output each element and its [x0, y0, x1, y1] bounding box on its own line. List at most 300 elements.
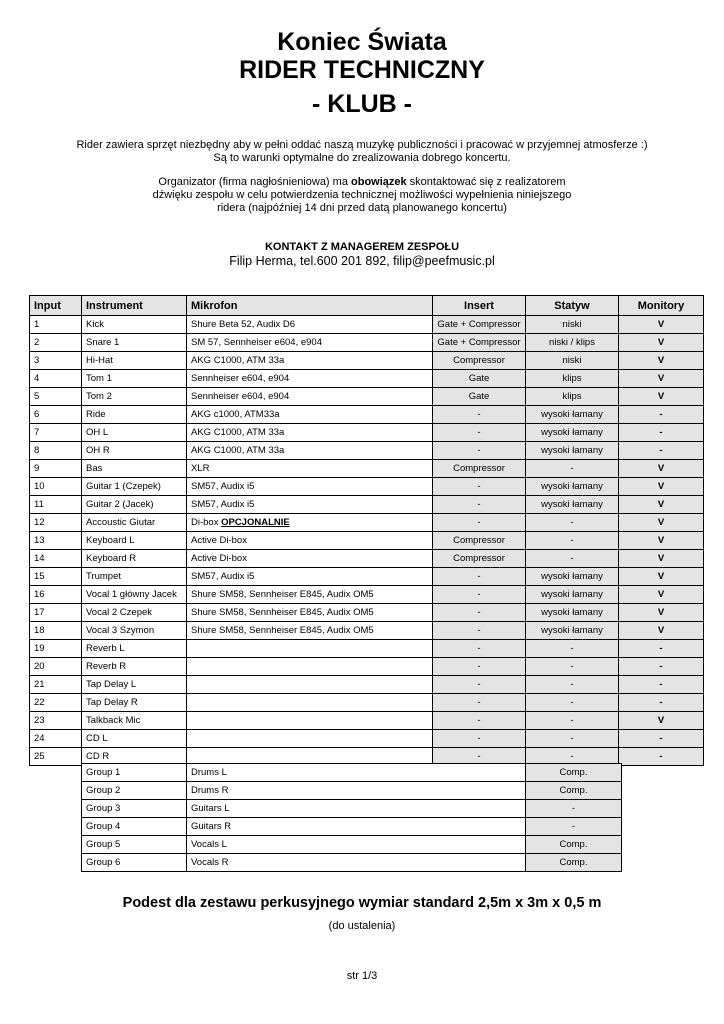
cell-monitors: [619, 442, 704, 460]
cell-input-text: 14: [34, 553, 45, 564]
cell-monitors-text: V: [657, 355, 665, 366]
cell-instrument: [82, 370, 187, 388]
cell-stand: [526, 658, 619, 676]
cell-monitors: [619, 550, 704, 568]
cell-stand: [526, 550, 619, 568]
cell-microphone: [187, 478, 433, 496]
intro-paragraph: [0, 139, 724, 165]
group-name: Group 2: [82, 782, 187, 800]
cell-insert: [433, 532, 526, 550]
cell-monitors-text: V: [657, 517, 665, 528]
cell-monitors: [619, 460, 704, 478]
cell-stand: [526, 640, 619, 658]
cell-input-text: 3: [34, 355, 40, 366]
cell-monitors: [619, 478, 704, 496]
cell-insert-text: Gate + Compressor: [437, 319, 521, 330]
table-row: [30, 496, 704, 514]
cell-monitors: [619, 622, 704, 640]
cell-insert: [433, 460, 526, 478]
cell-monitors-text: V: [657, 373, 665, 384]
cell-instrument-text: OH R: [86, 445, 110, 456]
cell-stand: [526, 316, 619, 334]
cell-monitors: [619, 388, 704, 406]
cell-microphone: [187, 586, 433, 604]
cell-insert-text: Compressor: [453, 355, 505, 366]
cell-insert-text: Compressor: [453, 553, 505, 564]
cell-instrument-text: Guitar 1 (Czepek): [86, 481, 161, 492]
group-table: [81, 763, 622, 872]
cell-instrument: [82, 478, 187, 496]
cell-stand: [526, 712, 619, 730]
cell-instrument: [82, 424, 187, 442]
cell-insert-text: -: [477, 697, 481, 708]
table-row: [30, 370, 704, 388]
cell-monitors-text: V: [657, 625, 665, 636]
cell-stand-text: wysoki łamany: [541, 409, 603, 420]
header-stand: Statyw: [526, 296, 619, 316]
organizer-line-2: dźwięku zespołu w celu potwierdzenia technicznej możliwości wypełnienia niniejszego: [152, 189, 572, 201]
group-insert: Comp.: [526, 782, 622, 800]
cell-input: [30, 586, 82, 604]
cell-monitors: [619, 712, 704, 730]
cell-insert-text: -: [477, 715, 481, 726]
table-row: [30, 334, 704, 352]
cell-input: [30, 478, 82, 496]
cell-monitors: [619, 316, 704, 334]
group-mix: Guitars L: [187, 800, 526, 818]
cell-microphone: [187, 694, 433, 712]
cell-insert: [433, 514, 526, 532]
cell-monitors-text: V: [657, 607, 665, 618]
cell-input: [30, 442, 82, 460]
cell-stand: [526, 676, 619, 694]
cell-monitors-text: V: [657, 553, 665, 564]
cell-microphone-text: SM57, Audix i5: [191, 571, 255, 582]
cell-instrument: [82, 442, 187, 460]
cell-input-text: 9: [34, 463, 40, 474]
cell-instrument: [82, 712, 187, 730]
cell-microphone: [187, 640, 433, 658]
cell-insert: [433, 586, 526, 604]
cell-microphone-text: Shure SM58, Sennheiser E845, Audix OM5: [191, 589, 374, 600]
cell-input-text: 19: [34, 643, 45, 654]
intro-line-2: Są to warunki optymalne do zrealizowania dobrego koncertu.: [213, 152, 511, 164]
cell-input-text: 12: [34, 517, 45, 528]
cell-insert: [433, 694, 526, 712]
table-row: [30, 676, 704, 694]
cell-monitors-text: V: [657, 391, 665, 402]
cell-input: [30, 388, 82, 406]
cell-monitors-text: -: [659, 679, 663, 690]
intro-line-1: Rider zawiera sprzęt niezbędny aby w pełni oddać naszą muzykę publiczności i pracować w przyjemnej atmosferze :): [76, 139, 648, 151]
cell-insert: [433, 442, 526, 460]
cell-microphone-text: Active Di-box: [191, 535, 247, 546]
cell-insert: [433, 316, 526, 334]
table-row: [30, 460, 704, 478]
table-row: [30, 568, 704, 586]
cell-stand-text: niski: [562, 355, 582, 366]
cell-insert-text: -: [477, 625, 481, 636]
cell-monitors-text: V: [657, 499, 665, 510]
cell-microphone: [187, 730, 433, 748]
cell-input-text: 16: [34, 589, 45, 600]
cell-instrument-text: Accoustic Giutar: [86, 517, 156, 528]
cell-microphone-text: Sennheiser e604, e904: [191, 373, 290, 384]
table-row: [30, 586, 704, 604]
cell-monitors: [619, 424, 704, 442]
cell-microphone-text: SM57, Audix i5: [191, 499, 255, 510]
table-row: [30, 604, 704, 622]
cell-microphone: [187, 514, 433, 532]
cell-input-text: 11: [34, 499, 44, 510]
cell-stand-text: -: [570, 715, 574, 726]
cell-stand-text: wysoki łamany: [541, 445, 603, 456]
cell-instrument: [82, 532, 187, 550]
cell-input-text: 1: [34, 319, 40, 330]
table-row: [30, 658, 704, 676]
table-row: [30, 640, 704, 658]
cell-instrument-text: Kick: [86, 319, 104, 330]
cell-stand: [526, 730, 619, 748]
cell-insert: [433, 550, 526, 568]
cell-microphone: [187, 622, 433, 640]
group-insert: Comp.: [526, 854, 622, 872]
cell-input-text: 22: [34, 697, 45, 708]
cell-microphone-text: Shure SM58, Sennheiser E845, Audix OM5: [191, 607, 374, 618]
cell-insert: [433, 370, 526, 388]
table-row: [30, 532, 704, 550]
cell-instrument: [82, 514, 187, 532]
table-row: [30, 388, 704, 406]
cell-monitors: [619, 514, 704, 532]
cell-monitors-text: V: [657, 319, 665, 330]
cell-monitors: [619, 370, 704, 388]
cell-input-text: 8: [34, 445, 40, 456]
organizer-line-1: [0, 176, 724, 189]
cell-instrument-text: Snare 1: [86, 337, 120, 348]
cell-instrument: [82, 676, 187, 694]
cell-input: [30, 604, 82, 622]
cell-insert-text: Gate: [468, 373, 490, 384]
cell-microphone: [187, 316, 433, 334]
cell-instrument-text: Reverb L: [86, 643, 125, 654]
cell-insert: [433, 730, 526, 748]
cell-instrument-text: Tap Delay L: [86, 679, 137, 690]
cell-monitors: [619, 604, 704, 622]
cell-monitors: [619, 352, 704, 370]
cell-input-text: 10: [34, 481, 45, 492]
group-name: Group 3: [82, 800, 187, 818]
table-row: [30, 424, 704, 442]
cell-insert-text: -: [477, 589, 481, 600]
cell-microphone: [187, 460, 433, 478]
cell-stand: [526, 406, 619, 424]
cell-input-text: 21: [34, 679, 45, 690]
cell-stand-text: niski / klips: [549, 337, 595, 348]
group-mix: Drums L: [187, 764, 526, 782]
cell-insert-text: -: [477, 679, 481, 690]
cell-input: [30, 370, 82, 388]
cell-input-text: 6: [34, 409, 40, 420]
cell-stand-text: wysoki łamany: [541, 625, 603, 636]
cell-instrument: [82, 730, 187, 748]
cell-insert: [433, 676, 526, 694]
cell-monitors: [619, 658, 704, 676]
cell-instrument-text: Vocal 3 Szymon: [86, 625, 155, 636]
cell-stand-text: -: [570, 679, 574, 690]
cell-insert-text: Gate: [468, 391, 490, 402]
cell-input: [30, 424, 82, 442]
cell-insert-text: -: [477, 517, 481, 528]
cell-microphone-text: SM 57, Sennheiser e604, e904: [191, 337, 322, 348]
cell-insert-text: -: [477, 661, 481, 672]
cell-instrument-text: Vocal 2 Czepek: [86, 607, 153, 618]
cell-monitors-text: -: [659, 409, 663, 420]
cell-insert-text: -: [477, 409, 481, 420]
cell-monitors-text: -: [659, 751, 663, 762]
cell-microphone-text: Di-box: [191, 517, 219, 528]
table-row: [30, 550, 704, 568]
cell-input: [30, 460, 82, 478]
cell-stand-text: -: [570, 553, 574, 564]
cell-instrument: [82, 460, 187, 478]
cell-instrument: [82, 658, 187, 676]
cell-monitors-text: V: [657, 337, 665, 348]
cell-instrument-text: Ride: [86, 409, 106, 420]
cell-instrument: [82, 694, 187, 712]
cell-instrument: [82, 550, 187, 568]
cell-stand-text: -: [570, 697, 574, 708]
group-mix: Vocals R: [187, 854, 526, 872]
header-monitors: Monitory: [619, 296, 704, 316]
cell-monitors-text: -: [659, 643, 663, 654]
cell-stand-text: wysoki łamany: [541, 589, 603, 600]
cell-input: [30, 352, 82, 370]
drum-riser-note: (do ustalenia): [328, 920, 396, 932]
table-row: [30, 316, 704, 334]
cell-monitors: [619, 730, 704, 748]
cell-microphone: [187, 334, 433, 352]
group-name: Group 4: [82, 818, 187, 836]
cell-monitors: [619, 586, 704, 604]
drum-riser-heading: Podest dla zestawu perkusyjnego wymiar standard 2,5m x 3m x 0,5 m: [122, 895, 602, 911]
cell-microphone: [187, 550, 433, 568]
cell-stand-text: klips: [562, 391, 582, 402]
cell-stand: [526, 496, 619, 514]
cell-insert-text: -: [477, 643, 481, 654]
cell-instrument: [82, 334, 187, 352]
optional-label: OPCJONALNIE: [221, 517, 290, 528]
group-mix: Vocals L: [187, 836, 526, 854]
cell-input: [30, 334, 82, 352]
group-row: [82, 854, 622, 872]
cell-microphone-text: AKG c1000, ATM33a: [191, 409, 280, 420]
cell-stand-text: -: [570, 535, 574, 546]
cell-instrument-text: Bas: [86, 463, 103, 474]
organizer-line-3: ridera (najpóźniej 14 dni przed datą planowanego koncertu): [217, 202, 507, 214]
cell-microphone-text: AKG C1000, ATM 33a: [191, 427, 285, 438]
cell-microphone-text: AKG C1000, ATM 33a: [191, 445, 285, 456]
cell-input: [30, 640, 82, 658]
cell-microphone: [187, 658, 433, 676]
cell-input-text: 7: [34, 427, 40, 438]
cell-monitors-text: -: [659, 733, 663, 744]
cell-insert-text: -: [477, 733, 481, 744]
cell-stand-text: -: [570, 643, 574, 654]
cell-stand-text: klips: [562, 373, 582, 384]
cell-instrument-text: Talkback Mic: [86, 715, 141, 726]
group-mix: Drums R: [187, 782, 526, 800]
cell-input: [30, 316, 82, 334]
cell-microphone-text: Shure Beta 52, Audix D6: [191, 319, 296, 330]
cell-input: [30, 532, 82, 550]
cell-insert: [433, 352, 526, 370]
cell-insert-text: -: [477, 499, 481, 510]
cell-input: [30, 568, 82, 586]
group-insert: -: [526, 818, 622, 836]
group-row: [82, 818, 622, 836]
cell-monitors-text: V: [657, 463, 665, 474]
group-insert: -: [526, 800, 622, 818]
cell-stand-text: -: [570, 463, 574, 474]
cell-stand: [526, 352, 619, 370]
cell-input-text: 13: [34, 535, 45, 546]
cell-microphone: [187, 424, 433, 442]
cell-instrument-text: Vocal 1 główny Jacek: [86, 589, 177, 600]
cell-stand: [526, 568, 619, 586]
cell-microphone: [187, 712, 433, 730]
table-row: [30, 442, 704, 460]
cell-insert-text: Compressor: [453, 535, 505, 546]
cell-insert-text: -: [477, 751, 481, 762]
cell-stand-text: niski: [562, 319, 582, 330]
table-row: [30, 694, 704, 712]
group-name: Group 5: [82, 836, 187, 854]
cell-monitors-text: V: [657, 481, 665, 492]
table-row: [30, 514, 704, 532]
cell-input-text: 5: [34, 391, 40, 402]
cell-input-text: 4: [34, 373, 40, 384]
cell-insert: [433, 424, 526, 442]
cell-instrument: [82, 352, 187, 370]
cell-microphone: [187, 352, 433, 370]
cell-microphone: [187, 496, 433, 514]
table-row: [30, 406, 704, 424]
cell-monitors: [619, 406, 704, 424]
organizer-text-after: skontaktować się z realizatorem: [406, 176, 566, 188]
table-row: [30, 478, 704, 496]
table-row: [30, 352, 704, 370]
cell-input-text: 25: [34, 751, 45, 762]
cell-stand: [526, 514, 619, 532]
cell-microphone-text: XLR: [191, 463, 210, 474]
cell-monitors-text: V: [657, 571, 665, 582]
cell-input-text: 2: [34, 337, 40, 348]
cell-monitors-text: -: [659, 445, 663, 456]
cell-stand-text: -: [570, 733, 574, 744]
cell-stand: [526, 460, 619, 478]
cell-stand-text: wysoki łamany: [541, 481, 603, 492]
cell-instrument: [82, 568, 187, 586]
cell-monitors: [619, 694, 704, 712]
cell-insert: [433, 388, 526, 406]
cell-microphone-text: Sennheiser e604, e904: [191, 391, 290, 402]
table-row: [30, 730, 704, 748]
cell-insert: [433, 496, 526, 514]
cell-microphone-text: Shure SM58, Sennheiser E845, Audix OM5: [191, 625, 374, 636]
header-insert: Insert: [433, 296, 526, 316]
cell-microphone: [187, 676, 433, 694]
cell-microphone: [187, 406, 433, 424]
table-row: [30, 622, 704, 640]
cell-insert-text: -: [477, 607, 481, 618]
cell-instrument-text: CD L: [86, 733, 108, 744]
organizer-paragraph: [0, 176, 724, 215]
group-insert: Comp.: [526, 836, 622, 854]
cell-insert-text: -: [477, 445, 481, 456]
cell-instrument-text: Tap Delay R: [86, 697, 138, 708]
cell-stand-text: -: [570, 517, 574, 528]
cell-stand-text: wysoki łamany: [541, 571, 603, 582]
cell-instrument: [82, 586, 187, 604]
cell-input: [30, 712, 82, 730]
cell-stand-text: wysoki łamany: [541, 427, 603, 438]
group-row: [82, 836, 622, 854]
cell-monitors: [619, 334, 704, 352]
cell-input-text: 15: [34, 571, 45, 582]
cell-insert: [433, 334, 526, 352]
group-mix: Guitars R: [187, 818, 526, 836]
cell-microphone: [187, 388, 433, 406]
cell-instrument: [82, 406, 187, 424]
cell-input-text: 23: [34, 715, 45, 726]
cell-monitors-text: V: [657, 589, 665, 600]
page-number: str 1/3: [346, 970, 378, 982]
group-name: Group 1: [82, 764, 187, 782]
cell-input: [30, 730, 82, 748]
cell-insert: [433, 640, 526, 658]
cell-stand: [526, 694, 619, 712]
cell-monitors: [619, 676, 704, 694]
cell-input: [30, 622, 82, 640]
header-input: Input: [30, 296, 82, 316]
cell-input: [30, 748, 82, 766]
header-instrument: Instrument: [82, 296, 187, 316]
cell-stand: [526, 370, 619, 388]
cell-instrument-text: Keyboard R: [86, 553, 137, 564]
cell-input: [30, 514, 82, 532]
cell-stand: [526, 622, 619, 640]
contact-heading: KONTAKT Z MANAGEREM ZESPOŁU: [264, 241, 460, 253]
cell-instrument-text: Hi-Hat: [86, 355, 113, 366]
group-row: [82, 800, 622, 818]
cell-insert: [433, 568, 526, 586]
cell-instrument: [82, 496, 187, 514]
cell-instrument: [82, 604, 187, 622]
cell-instrument: [82, 388, 187, 406]
cell-monitors: [619, 640, 704, 658]
cell-instrument: [82, 640, 187, 658]
cell-stand: [526, 334, 619, 352]
cell-instrument-text: Tom 2: [86, 391, 112, 402]
cell-input: [30, 550, 82, 568]
cell-insert: [433, 478, 526, 496]
cell-monitors: [619, 532, 704, 550]
cell-input: [30, 406, 82, 424]
cell-instrument: [82, 622, 187, 640]
contact-line: Filip Herma, tel.600 201 892, filip@peefmusic.pl: [229, 254, 495, 268]
obligation-emphasis: obowiązek: [351, 176, 407, 188]
